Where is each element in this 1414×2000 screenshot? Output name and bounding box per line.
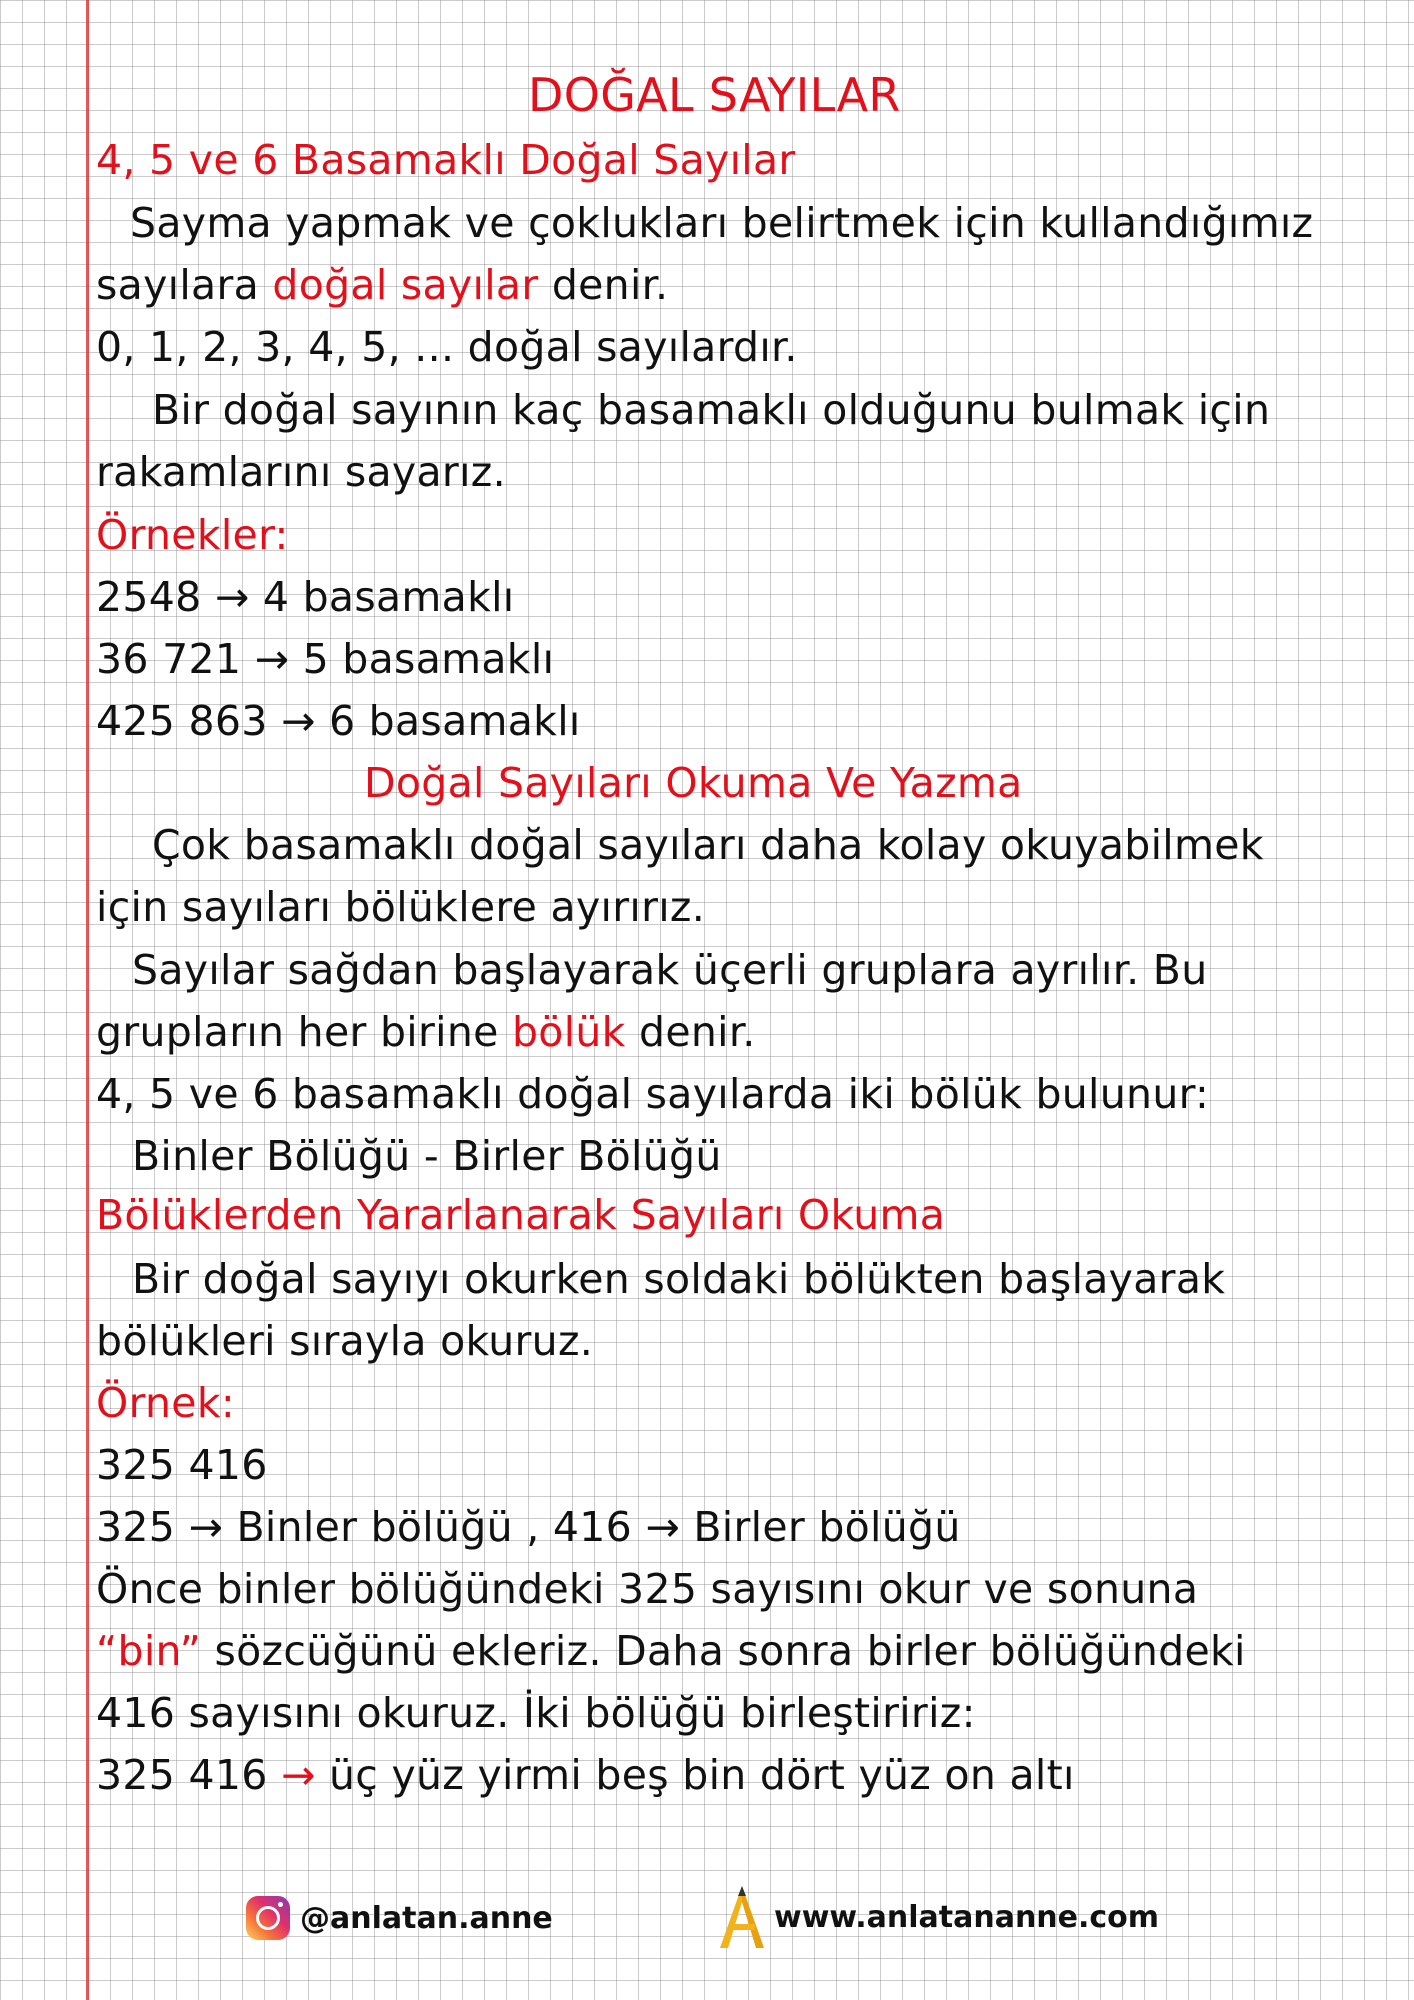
footer-website[interactable] bbox=[716, 1882, 1159, 1952]
notebook-margin-line bbox=[86, 0, 89, 2000]
paragraph-digits-line2: rakamlarını sayarız. bbox=[96, 448, 506, 496]
paragraph-boluk-line1: Çok basamaklı doğal sayıları daha kolay okuyabilmek bbox=[152, 821, 1264, 869]
example-item: 36 721 → 5 basamaklı bbox=[96, 635, 555, 683]
paragraph-digits-line1: Bir doğal sayının kaç basamaklı olduğunu bulmak için bbox=[152, 386, 1271, 434]
paragraph-definition-line1: Sayma yapmak ve çoklukları belirtmek için kullandığımız bbox=[130, 199, 1314, 247]
paragraph-definition-line2: sayılara doğal sayılar denir. bbox=[96, 261, 669, 309]
paragraph-steps-line3: 416 sayısını okuruz. İki bölüğü birleştiririz: bbox=[96, 1689, 976, 1737]
example-number: 325 416 bbox=[96, 1441, 268, 1489]
paragraph-reading-line1: Bir doğal sayıyı okurken soldaki bölükten başlayarak bbox=[132, 1255, 1226, 1303]
section-heading-basamak: 4, 5 ve 6 Basamaklı Doğal Sayılar bbox=[96, 136, 796, 184]
paragraph-groups-line1: Sayılar sağdan başlayarak üçerli gruplara ayrılır. Bu bbox=[132, 946, 1208, 994]
example-item: 425 863 → 6 basamaklı bbox=[96, 697, 581, 745]
example-label: Örnek: bbox=[96, 1379, 235, 1427]
pencil-a-logo-icon bbox=[716, 1884, 768, 1950]
section-heading-bolukler: Bölüklerden Yararlanarak Sayıları Okuma bbox=[96, 1191, 946, 1239]
paragraph-boluk-line2: için sayıları bölüklere ayırırız. bbox=[96, 883, 706, 931]
arrow-icon: → bbox=[281, 1751, 316, 1799]
paragraph-group-names: Binler Bölüğü - Birler Bölüğü bbox=[132, 1132, 722, 1180]
instagram-handle[interactable]: @anlatan.anne bbox=[300, 1900, 553, 1936]
svg-text:A: A bbox=[742, 1946, 743, 1947]
paragraph-groups-line2: grupların her birine bölük denir. bbox=[96, 1008, 756, 1056]
section-heading-okuma-yazma: Doğal Sayıları Okuma Ve Yazma bbox=[364, 759, 1023, 807]
footer-instagram[interactable] bbox=[246, 1890, 553, 1946]
paragraph-two-groups: 4, 5 ve 6 basamaklı doğal sayılarda iki bölük bulunur: bbox=[96, 1070, 1210, 1118]
instagram-icon bbox=[246, 1896, 290, 1940]
final-reading: 325 416 → üç yüz yirmi beş bin dört yüz on altı bbox=[96, 1751, 1075, 1799]
page-title: DOĞAL SAYILAR bbox=[528, 68, 901, 122]
paragraph-reading-line2: bölükleri sırayla okuruz. bbox=[96, 1317, 594, 1365]
example-item: 2548 → 4 basamaklı bbox=[96, 573, 515, 621]
examples-label: Örnekler: bbox=[96, 511, 289, 559]
term-bin: “bin” bbox=[96, 1627, 202, 1675]
term-dogal-sayilar: doğal sayılar bbox=[272, 261, 539, 309]
paragraph-definition-line3: 0, 1, 2, 3, 4, 5, ... doğal sayılardır. bbox=[96, 323, 798, 371]
example-split: 325 → Binler bölüğü , 416 → Birler bölüğü bbox=[96, 1503, 961, 1551]
term-boluk: bölük bbox=[511, 1008, 626, 1056]
paragraph-steps-line1: Önce binler bölüğündeki 325 sayısını okur ve sonuna bbox=[96, 1565, 1199, 1613]
paragraph-steps-line2: “bin” sözcüğünü ekleriz. Daha sonra birler bölüğündeki bbox=[96, 1627, 1246, 1675]
website-link[interactable]: www.anlatananne.com bbox=[774, 1899, 1160, 1935]
